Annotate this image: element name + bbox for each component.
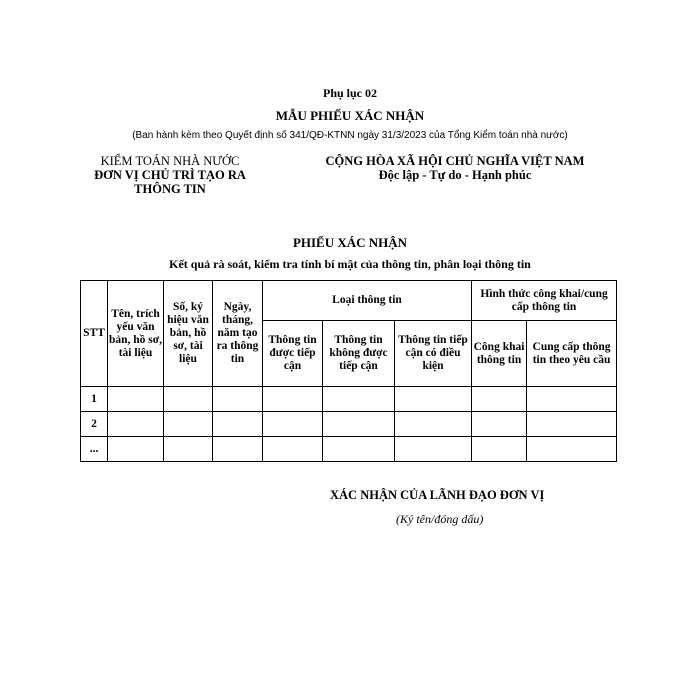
motto: Độc lập - Tự do - Hạnh phúc	[378, 168, 532, 182]
row-number: 2	[81, 412, 108, 437]
table-cell[interactable]	[213, 412, 263, 437]
agency-name: KIỂM TOÁN NHÀ NƯỚC	[100, 154, 240, 168]
agency-header	[80, 154, 260, 196]
table-cell[interactable]	[395, 437, 472, 462]
header-on-request: Cung cấp thông tin theo yêu cầu	[527, 321, 617, 387]
table-cell[interactable]	[213, 387, 263, 412]
table-row	[81, 387, 617, 412]
sheet-title: PHIẾU XÁC NHẬN	[292, 235, 408, 250]
table-cell[interactable]	[527, 437, 617, 462]
leader-confirmation: XÁC NHẬN CỦA LÃNH ĐẠO ĐƠN VỊ	[330, 488, 545, 502]
table-row	[81, 437, 617, 462]
table-cell[interactable]	[108, 412, 164, 437]
table-cell[interactable]	[323, 437, 395, 462]
header-not-accessible: Thông tin không được tiếp cận	[323, 321, 395, 387]
table-cell[interactable]	[472, 412, 527, 437]
table-cell[interactable]	[164, 437, 213, 462]
header-accessible: Thông tin được tiếp cận	[263, 321, 323, 387]
header-stt: STT	[81, 281, 108, 387]
table-cell[interactable]	[395, 412, 472, 437]
table-row	[81, 412, 617, 437]
table-cell[interactable]	[323, 412, 395, 437]
decree-note: (Ban hành kèm theo Quyết định số 341/QĐ-KTNN ngày 31/3/2023 của Tổng Kiểm toán nhà nước)	[132, 130, 568, 141]
country-name: CỘNG HÒA XÃ HỘI CHỦ NGHĨA VIỆT NAM	[325, 154, 585, 168]
table-cell[interactable]	[527, 387, 617, 412]
header-info-type: Loại thông tin	[263, 281, 472, 321]
table-cell[interactable]	[263, 387, 323, 412]
header-conditional: Thông tin tiếp cận có điều kiện	[395, 321, 472, 387]
unit-name-cont: THÔNG TIN	[134, 182, 206, 196]
table-cell[interactable]	[472, 387, 527, 412]
national-header	[300, 154, 610, 182]
signature-note: (Ký tên/đóng dấu)	[396, 512, 484, 526]
sheet-subtitle: Kết quả rà soát, kiểm tra tính bí mật của thông tin, phân loại thông tin	[169, 257, 531, 271]
table-cell[interactable]	[527, 412, 617, 437]
header-document-name: Tên, trích yếu văn bản, hồ sơ, tài liệu	[108, 281, 164, 387]
unit-name: ĐƠN VỊ CHỦ TRÌ TẠO RA	[94, 168, 246, 182]
confirmation-table	[80, 280, 617, 462]
header-document-number: Số, ký hiệu văn bản, hồ sơ, tài liệu	[164, 281, 213, 387]
row-number: 1	[81, 387, 108, 412]
form-title: MẪU PHIẾU XÁC NHẬN	[275, 108, 425, 123]
header-public: Công khai thông tin	[472, 321, 527, 387]
header-creation-date: Ngày, tháng, năm tạo ra thông tin	[213, 281, 263, 387]
table-cell[interactable]	[213, 437, 263, 462]
table-cell[interactable]	[263, 412, 323, 437]
table-cell[interactable]	[164, 387, 213, 412]
table-cell[interactable]	[395, 387, 472, 412]
table-cell[interactable]	[164, 412, 213, 437]
table-cell[interactable]	[323, 387, 395, 412]
table-cell[interactable]	[108, 437, 164, 462]
header-disclosure-form: Hình thức công khai/cung cấp thông tin	[472, 281, 617, 321]
appendix-label: Phụ lục 02	[322, 86, 377, 100]
table-cell[interactable]	[472, 437, 527, 462]
row-number: ...	[81, 437, 108, 462]
table-cell[interactable]	[108, 387, 164, 412]
table-cell[interactable]	[263, 437, 323, 462]
